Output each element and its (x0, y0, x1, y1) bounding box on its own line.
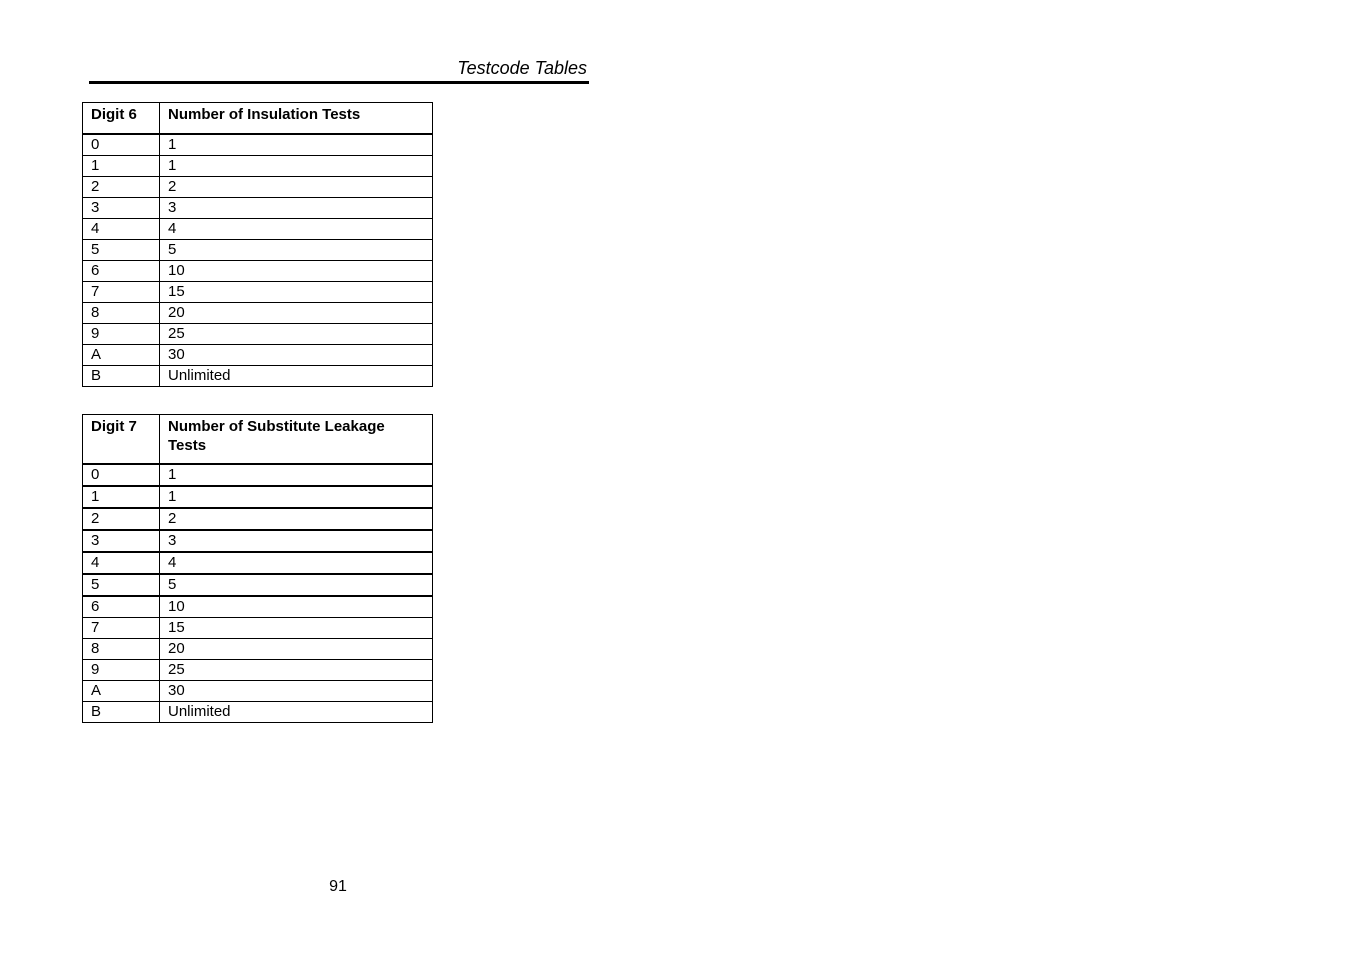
table-row (83, 702, 433, 723)
test-count-cell: 30 (160, 345, 433, 366)
digit-code-cell: 0 (83, 134, 160, 156)
digit-code-cell: 2 (83, 508, 160, 530)
test-count-cell: 25 (160, 660, 433, 681)
digit-code-cell: 8 (83, 303, 160, 324)
test-count-cell: 2 (160, 508, 433, 530)
page-number: 91 (329, 878, 347, 895)
table-row (83, 574, 433, 596)
test-count-cell: 1 (160, 156, 433, 177)
test-count-cell: 3 (160, 530, 433, 552)
test-count-cell: 30 (160, 681, 433, 702)
test-count-cell: 1 (160, 134, 433, 156)
digit-code-cell: 7 (83, 618, 160, 639)
digit-code-cell: 4 (83, 552, 160, 574)
header-rule (89, 81, 589, 84)
test-count-cell: 15 (160, 618, 433, 639)
column-header-count: Number of Insulation Tests (160, 103, 433, 135)
test-count-cell: 20 (160, 639, 433, 660)
digit-code-cell: 3 (83, 198, 160, 219)
substitute-leakage-tests-table (82, 414, 433, 723)
table-row (83, 508, 433, 530)
table-row (83, 464, 433, 486)
page-header-title: Testcode Tables (457, 58, 587, 78)
digit-code-cell: 1 (83, 156, 160, 177)
digit-code-cell: 2 (83, 177, 160, 198)
table-row (83, 156, 433, 177)
digit-code-cell: 1 (83, 486, 160, 508)
digit-code-cell: 0 (83, 464, 160, 486)
digit-code-cell: 4 (83, 219, 160, 240)
table-row (83, 681, 433, 702)
test-count-cell: 25 (160, 324, 433, 345)
insulation-tests-table (82, 102, 433, 387)
digit-code-cell: A (83, 681, 160, 702)
digit-code-cell: 5 (83, 240, 160, 261)
test-count-cell: 2 (160, 177, 433, 198)
test-count-cell: Unlimited (160, 702, 433, 723)
table-row (83, 261, 433, 282)
test-count-cell: 4 (160, 219, 433, 240)
column-header-count: Number of Substitute Leakage Tests (160, 415, 433, 465)
table-row (83, 530, 433, 552)
table-row (83, 324, 433, 345)
digit-code-cell: A (83, 345, 160, 366)
test-count-cell: 1 (160, 464, 433, 486)
digit-code-cell: B (83, 366, 160, 387)
table-header-row (83, 103, 433, 135)
test-count-cell: 4 (160, 552, 433, 574)
test-count-cell: 20 (160, 303, 433, 324)
test-count-cell: 3 (160, 198, 433, 219)
table-row (83, 552, 433, 574)
test-count-cell: 15 (160, 282, 433, 303)
digit-code-cell: 6 (83, 596, 160, 618)
digit-code-cell: 8 (83, 639, 160, 660)
table-row (83, 345, 433, 366)
digit-code-cell: 5 (83, 574, 160, 596)
table-row (83, 303, 433, 324)
test-count-cell: 1 (160, 486, 433, 508)
table-row (83, 618, 433, 639)
table-row (83, 177, 433, 198)
test-count-cell: 10 (160, 261, 433, 282)
table-row (83, 219, 433, 240)
test-count-cell: 5 (160, 240, 433, 261)
table-row (83, 366, 433, 387)
digit-code-cell: 7 (83, 282, 160, 303)
digit-code-cell: B (83, 702, 160, 723)
table-row (83, 596, 433, 618)
table-row (83, 134, 433, 156)
table-row (83, 639, 433, 660)
column-header-digit: Digit 7 (83, 415, 160, 465)
test-count-cell: 5 (160, 574, 433, 596)
digit-code-cell: 3 (83, 530, 160, 552)
digit-code-cell: 9 (83, 324, 160, 345)
digit-code-cell: 9 (83, 660, 160, 681)
table-row (83, 486, 433, 508)
table-row (83, 240, 433, 261)
table-row (83, 198, 433, 219)
table-header-row (83, 415, 433, 465)
column-header-digit: Digit 6 (83, 103, 160, 135)
digit-code-cell: 6 (83, 261, 160, 282)
table-row (83, 282, 433, 303)
table-row (83, 660, 433, 681)
test-count-cell: Unlimited (160, 366, 433, 387)
test-count-cell: 10 (160, 596, 433, 618)
